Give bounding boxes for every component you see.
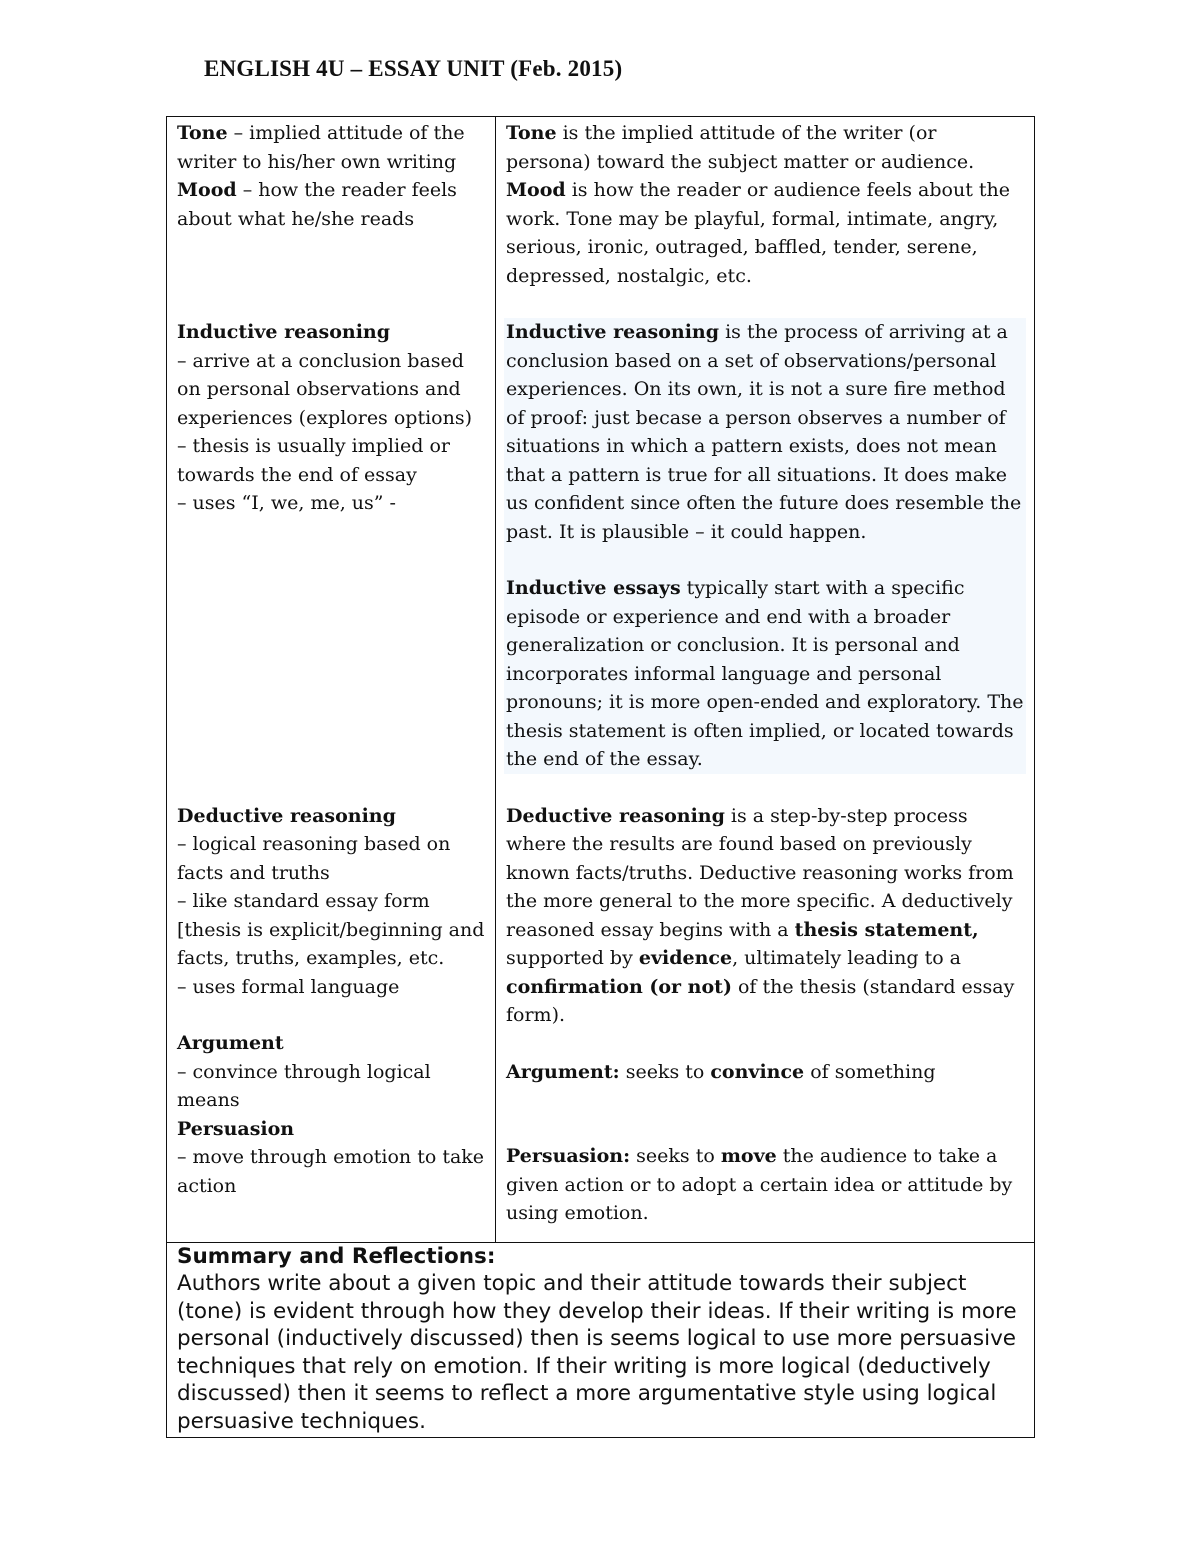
deductive-term-right: Deductive reasoning [506, 804, 725, 827]
right-column [496, 117, 1034, 1242]
summary-text: Authors write about a given topic and their attitude towards their subject (tone) is evident through how they develop their ideas. If their writing is more personal (inductively discussed) then is seems logical to use more persuasive techniques that rely on emotion. If their writing is more logical (deductively discussed) then it seems to reflect a more argumentative style using logical persuasive techniques. [177, 1271, 1017, 1434]
inductive-point: – thesis is usually implied or towards the end of essay [177, 435, 450, 486]
left-column [167, 117, 496, 1242]
deductive-text: supported by [506, 947, 639, 969]
document-title: ENGLISH 4U – ESSAY UNIT (Feb. 2015) [204, 56, 623, 81]
mood-term-right: Mood [506, 179, 566, 201]
tone-term: Tone [177, 122, 228, 144]
deductive-point: – logical reasoning based on facts and truths [177, 833, 451, 884]
summary-section [167, 1243, 1034, 1438]
argument-heading: Argument [177, 1032, 284, 1054]
deductive-text: , ultimately leading to a [732, 947, 962, 969]
inductive-essays-term: Inductive essays [506, 577, 681, 599]
deductive-text: of the thesis (standard essay form). [506, 975, 1015, 1026]
inductive-point: – uses “I, we, me, us” - [177, 492, 396, 514]
tone-definition: is the implied attitude of the writer (or persona) toward the subject matter or audience. [506, 122, 975, 173]
mood-definition: is how the reader or audience feels about the work. Tone may be playful, formal, intimate, angry, serious, ironic, outraged, baffled, tender, serene, depressed, nostalgic, etc. [506, 179, 1011, 287]
inductive-definition [504, 318, 1026, 774]
argument-term-right: Argument: [506, 1060, 620, 1083]
notes-table [166, 116, 1035, 1438]
summary-heading: Summary and Reflections: [177, 1243, 496, 1269]
inductive-essays-text: typically start with a specific episode or experience and end with a broader generalization or conclusion. It is personal and incorporates informal language and personal pronouns; it is more open-ended and exploratory. The thesis statement is often implied, or located towards the end of the essay. [506, 577, 1024, 770]
notes-row [167, 117, 1034, 1243]
argument-text: of something [804, 1060, 936, 1083]
persuasion-definition [506, 1142, 1026, 1228]
confirmation-term: confirmation (or not) [506, 975, 732, 998]
inductive-text: is the process of arriving at a conclusion based on a set of observations/personal experiences. On its own, it is not a sure fire method of proof: just becase a person observes a number of situations in which a pattern exists, does not mean that a pattern is true for all situations. It does make us confident since often the future does resemble the past. It is plausible – it could happen. [506, 321, 1022, 543]
move-term: move [720, 1145, 777, 1167]
inductive-heading: Inductive reasoning [177, 321, 391, 343]
tone-mood-summary [177, 119, 487, 233]
deductive-definition [506, 802, 1026, 1030]
persuasion-heading: Persuasion [177, 1117, 295, 1140]
thesis-statement-term: thesis statement, [794, 918, 979, 941]
deductive-point: – like standard essay form [thesis is explicit/beginning and facts, truths, examples, etc. [177, 890, 485, 969]
mood-short [177, 176, 487, 233]
deductive-point: – uses formal language [177, 975, 400, 998]
inductive-point: – arrive at a conclusion based on personal observations and experiences (explores options) [177, 349, 473, 429]
argument-definition [506, 1058, 1026, 1087]
evidence-term: evidence [638, 947, 733, 969]
tone-term-right: Tone [506, 122, 557, 144]
mood-short-def: – how the reader feels about what he/she reads [177, 179, 457, 230]
persuasion-text: the audience to take a given action or to adopt a certain idea or attitude by using emotion. [506, 1145, 1013, 1224]
inductive-term-right: Inductive reasoning [506, 321, 720, 343]
persuasion-point: – move through emotion to take action [177, 1146, 485, 1197]
tone-short-def: – implied attitude of the writer to his/her own writing [177, 122, 465, 173]
inductive-summary [177, 318, 487, 518]
argument-point: – convince through logical means [177, 1060, 431, 1111]
persuasion-text: seeks to [630, 1145, 721, 1167]
deductive-summary [177, 802, 487, 1002]
mood-term: Mood [177, 179, 237, 201]
argument-persuasion-summary [177, 1029, 487, 1200]
deductive-text: is a step-by-step process where the results are found based on previously known facts/truths. Deductive reasoning works from the more general to the more specific. A deductively reasoned essay begins with a [506, 804, 1014, 941]
tone-short [177, 119, 487, 176]
persuasion-term-right: Persuasion: [506, 1145, 631, 1167]
deductive-heading: Deductive reasoning [177, 804, 396, 827]
argument-text: seeks to [619, 1060, 711, 1083]
tone-mood-definition [506, 119, 1026, 290]
convince-term: convince [710, 1060, 805, 1083]
